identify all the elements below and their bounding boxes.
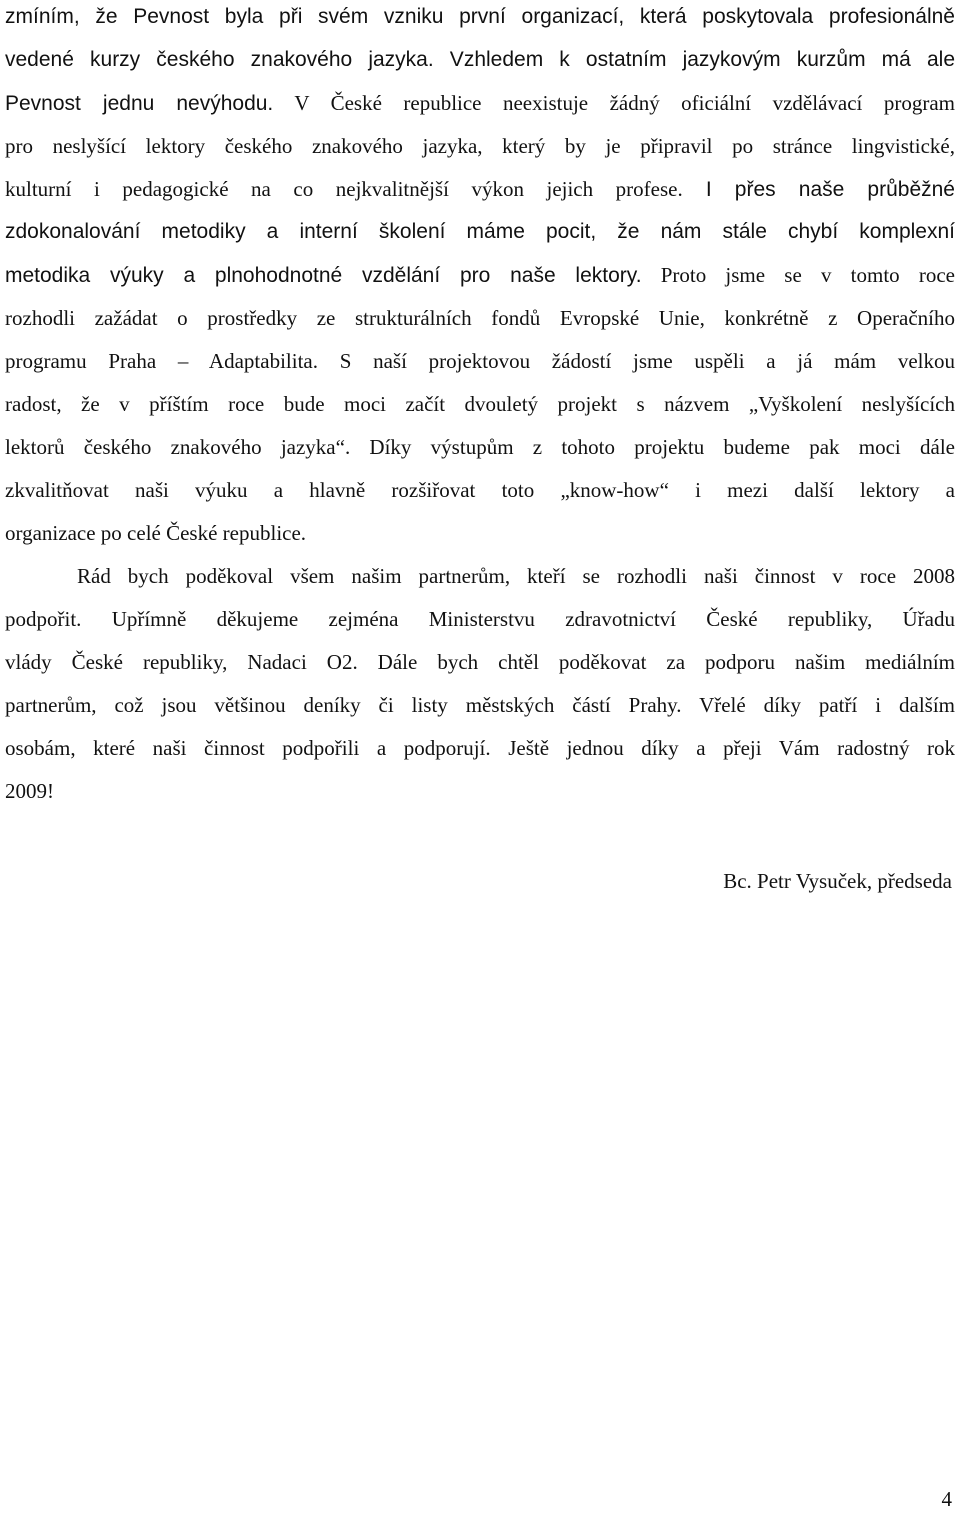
paragraph-2-line-5: osobám, které naši činnost podpořili a podporují. Ještě jednou díky a přeji Vám radostný rok (5, 736, 955, 760)
paragraph-1-line-3-part-2: V České republice neexistuje žádný oficiální vzdělávací program (273, 91, 955, 115)
paragraph-1-line-13: organizace po celé České republice. (5, 521, 307, 545)
paragraph-1-line-2: vedené kurzy českého znakového jazyka. Vzhledem k ostatním jazykovým kurzům má ale (5, 48, 955, 71)
paragraph-1-line-11: lektorů českého znakového jazyka“. Díky výstupům z tohoto projektu budeme pak moci dále (5, 435, 955, 459)
paragraph-1-line-9-part-2: S naší projektovou žádostí jsme uspěli a já mám velkou (317, 349, 955, 373)
paragraph-1-line-5-part-1: kulturní i pedagogické na co nejkvalitnější výkon jejich profese. (5, 177, 683, 201)
paragraph-1-line-3-part-1: Pevnost jednu nevýhodu. (5, 92, 274, 115)
paragraph-2-line-6: 2009! (5, 779, 54, 803)
paragraph-2-line-3: vlády České republiky, Nadaci O2. Dále bych chtěl poděkovat za podporu našim mediálním (5, 650, 955, 674)
paragraph-1-line-10: radost, že v příštím roce bude moci začít dvouletý projekt s názvem „Vyškolení neslyšících (5, 392, 955, 416)
paragraph-1-line-3 (5, 91, 955, 117)
paragraph-1-line-6: zdokonalování metodiky a interní školení máme pocit, že nám stále chybí komplexní (5, 220, 955, 243)
paragraph-1-line-1: zmíním, že Pevnost byla při svém vzniku první organizací, která poskytovala profesionálně (5, 5, 955, 28)
page-number: 4 (941, 1487, 952, 1511)
paragraph-2-line-2: podpořit. Upřímně děkujeme zejména Ministerstvu zdravotnictví České republiky, Úřadu (5, 607, 955, 631)
paragraph-1-line-7-part-1: metodika výuky a plnohodnotné vzdělání pro naše lektory. (5, 264, 642, 287)
paragraph-1-line-12: zkvalitňovat naši výuku a hlavně rozšiřovat toto „know-how“ i mezi další lektory a (5, 478, 955, 502)
paragraph-1-line-5 (5, 177, 955, 203)
paragraph-1-line-8: rozhodli zažádat o prostředky ze strukturálních fondů Evropské Unie, konkrétně z Operačního (5, 306, 955, 330)
paragraph-1-line-7-part-2: Proto jsme se v tomto roce (641, 263, 955, 287)
paragraph-2-line-1: Rád bych poděkoval všem našim partnerům, kteří se rozhodli naši činnost v roce 2008 (77, 564, 955, 588)
paragraph-1-line-7 (5, 263, 955, 289)
paragraph-2-line-4: partnerům, což jsou většinou deníky či listy městských částí Prahy. Vřelé díky patří i dalším (5, 693, 955, 717)
paragraph-1-line-9-part-1: programu Praha – Adaptabilita. (5, 349, 318, 373)
signature: Bc. Petr Vysuček, předseda (723, 869, 952, 893)
paragraph-1-line-5-part-2: I přes naše průběžné (682, 178, 955, 201)
paragraph-1-line-4: pro neslyšící lektory českého znakového jazyka, který by je připravil po stránce lingvistické, (5, 134, 955, 158)
paragraph-1-line-9 (5, 349, 955, 375)
